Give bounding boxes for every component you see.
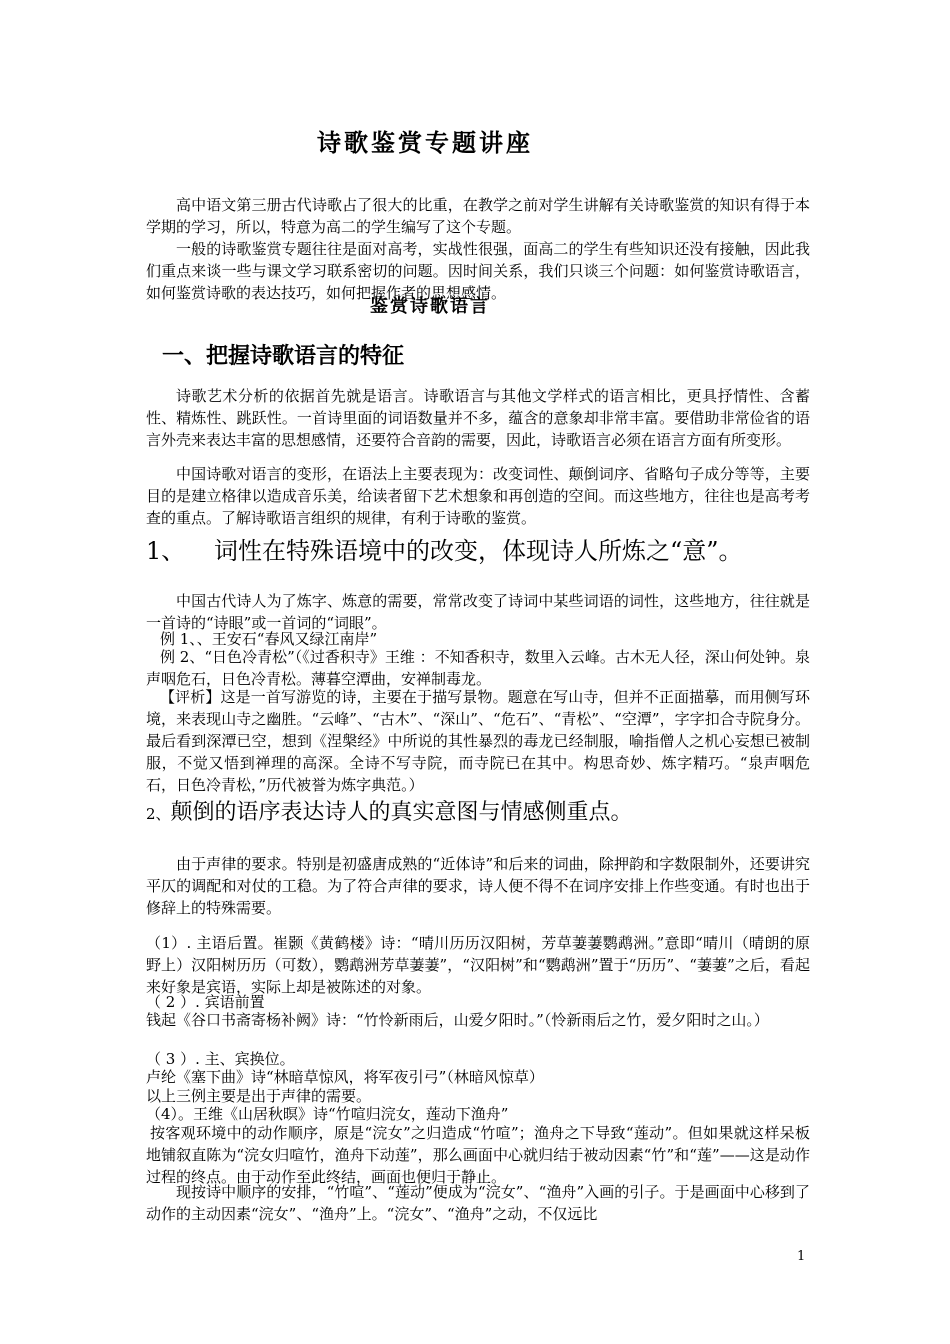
heading-number: 2、 (146, 805, 171, 823)
document-title: 诗歌鉴赏专题讲座 (317, 128, 533, 157)
sec3-paragraph: 由于声律的要求。特别是初盛唐成熟的“近体诗”和后来的词曲，除押韵和字数限制外，还要讲究平仄的调配和对仗的工稳。为了符合声律的要求，诗人便不得不在词序安排上作些变通。有时也出于修辞上的特殊需要。 (146, 855, 810, 917)
heading-number: 1、 (146, 537, 186, 565)
example-2: 例 2、“日色冷青松”（《过香积寺》王维 ：不知香积寺，数里入云峰。古木无人径，深山何处钟。泉声咽危石，日色冷青松。薄暮空潭曲，安禅制毒龙。 (146, 648, 810, 688)
item-4-label: （4）。王维《山居秋暝》诗“竹喧归浣女，莲动下渔舟” (146, 1105, 509, 1123)
item-3-text: 卢纶《塞下曲》诗“林暗草惊风，将军夜引弓”（林暗风惊草） (146, 1068, 544, 1086)
example-1: 例 1、、王安石“春风又绿江南岸” (160, 630, 378, 648)
heading-text: 颠倒的语序表达诗人的真实意图与情感侧重点。 (170, 800, 633, 825)
item-4-text: 按客观环境中的动作顺序，原是“浣女”之归造成“竹喧”；渔舟之下导致“莲动”。但如果就这样呆板地铺叙直陈为“浣女归喧竹，渔舟下动莲”，那么画面中心就归结于被动因素“竹”和“莲”——这是动作过程的终点。由于动作至此终结，画面也便归于静止。 (146, 1124, 810, 1186)
sec1-paragraph-2: 中国诗歌对语言的变形，在语法上主要表现为：改变词性、颠倒词序、省略句子成分等等，主要目的是建立格律以造成音乐美，给读者留下艺术想象和再创造的空间。而这些地方，往往也是高考考查的重点。了解诗歌语言组织的规律，有利于诗歌的鉴赏。 (146, 465, 810, 527)
intro-paragraph-1: 高中语文第三册古代诗歌占了很大的比重，在教学之前对学生讲解有关诗歌鉴赏的知识有得于本学期的学习，所以，特意为高二的学生编写了这个专题。 (146, 196, 810, 236)
intro-paragraph-2: 一般的诗歌鉴赏专题往往是面对高考，实战性很强，面高二的学生有些知识还没有接触，因此我们重点来谈一些与课文学习联系密切的问题。因时间关系，我们只谈三个问题：如何鉴赏诗歌语言，如何鉴赏诗歌的表达技巧，如何把握作者的思想感情。 (146, 240, 810, 302)
item-2-label: （ 2 ）. 宾语前置 (146, 993, 265, 1011)
heading-word-order (146, 797, 633, 830)
sec2-paragraph: 中国古代诗人为了炼字、炼意的需要，常常改变了诗词中某些词语的词性，这些地方，往往就是一首诗的“诗眼”或一首词的“词眼”。 (146, 592, 810, 632)
page-number: 1 (797, 1249, 806, 1264)
item-2-text: 钱起《谷口书斋寄杨补阙》诗：“竹怜新雨后，山爱夕阳时。”（怜新雨后之竹，爱夕阳时之山。） (146, 1011, 769, 1029)
item-3-note: 以上三例主要是出于声律的需要。 (146, 1087, 372, 1105)
section-title: 鉴赏诗歌语言 (370, 296, 490, 317)
heading-text: 词性在特殊语境中的改变，体现诗人所炼之“意”。 (214, 537, 743, 565)
item-4-text-2: 现按诗中顺序的安排，“竹喧”、“莲动”便成为“浣女”、“渔舟”入画的引子。于是画面中心移到了动作的主动因素“浣女”、“渔舟”上。“浣女”、“渔舟”之动，不仅远比 (146, 1183, 810, 1223)
item-1: （1）. 主语后置。崔颢《黄鹤楼》诗：“晴川历历汉阳树，芳草萋萋鹦鹉洲。”意即“晴川（晴朗的原野上）汉阳树历历（可数），鹦鹉洲芳草萋萋”，“汉阳树”和“鹦鹉洲”置于“历历”、“萋萋”之后，看起来好象是宾语，实际上却是被陈述的对象。 (146, 934, 810, 996)
item-3-label: （ 3 ）. 主、宾换位。 (146, 1050, 295, 1068)
review-paragraph: 【评析】这是一首写游览的诗，主要在于描写景物。题意在写山寺，但并不正面描摹，而用侧写环境，来表现山寺之幽胜。“云峰”、“古木”、“深山”、“危石”、“青松”、“空潭”，字字扣合寺院身分。最后看到深潭已空，想到《涅槃经》中所说的其性暴烈的毒龙已经制服，喻指僧人之机心妄想已被制服，不觉又悟到禅理的高深。全诗不写寺院，而寺院已在其中。构思奇妙、炼字精巧。“泉声咽危石，日色冷青松，”历代被誉为炼字典范。） (146, 688, 810, 794)
heading-part-of-speech (146, 534, 743, 568)
sec1-paragraph-1: 诗歌艺术分析的依据首先就是语言。诗歌语言与其他文学样式的语言相比，更具抒情性、含蓄性、精炼性、跳跃性。一首诗里面的词语数量并不多，蕴含的意象却非常丰富。要借助非常俭省的语言外壳来表达丰富的思想感情，还要符合音韵的需要，因此，诗歌语言必须在语言方面有所变形。 (146, 387, 810, 449)
heading-language-features: 一、把握诗歌语言的特征 (162, 344, 405, 369)
